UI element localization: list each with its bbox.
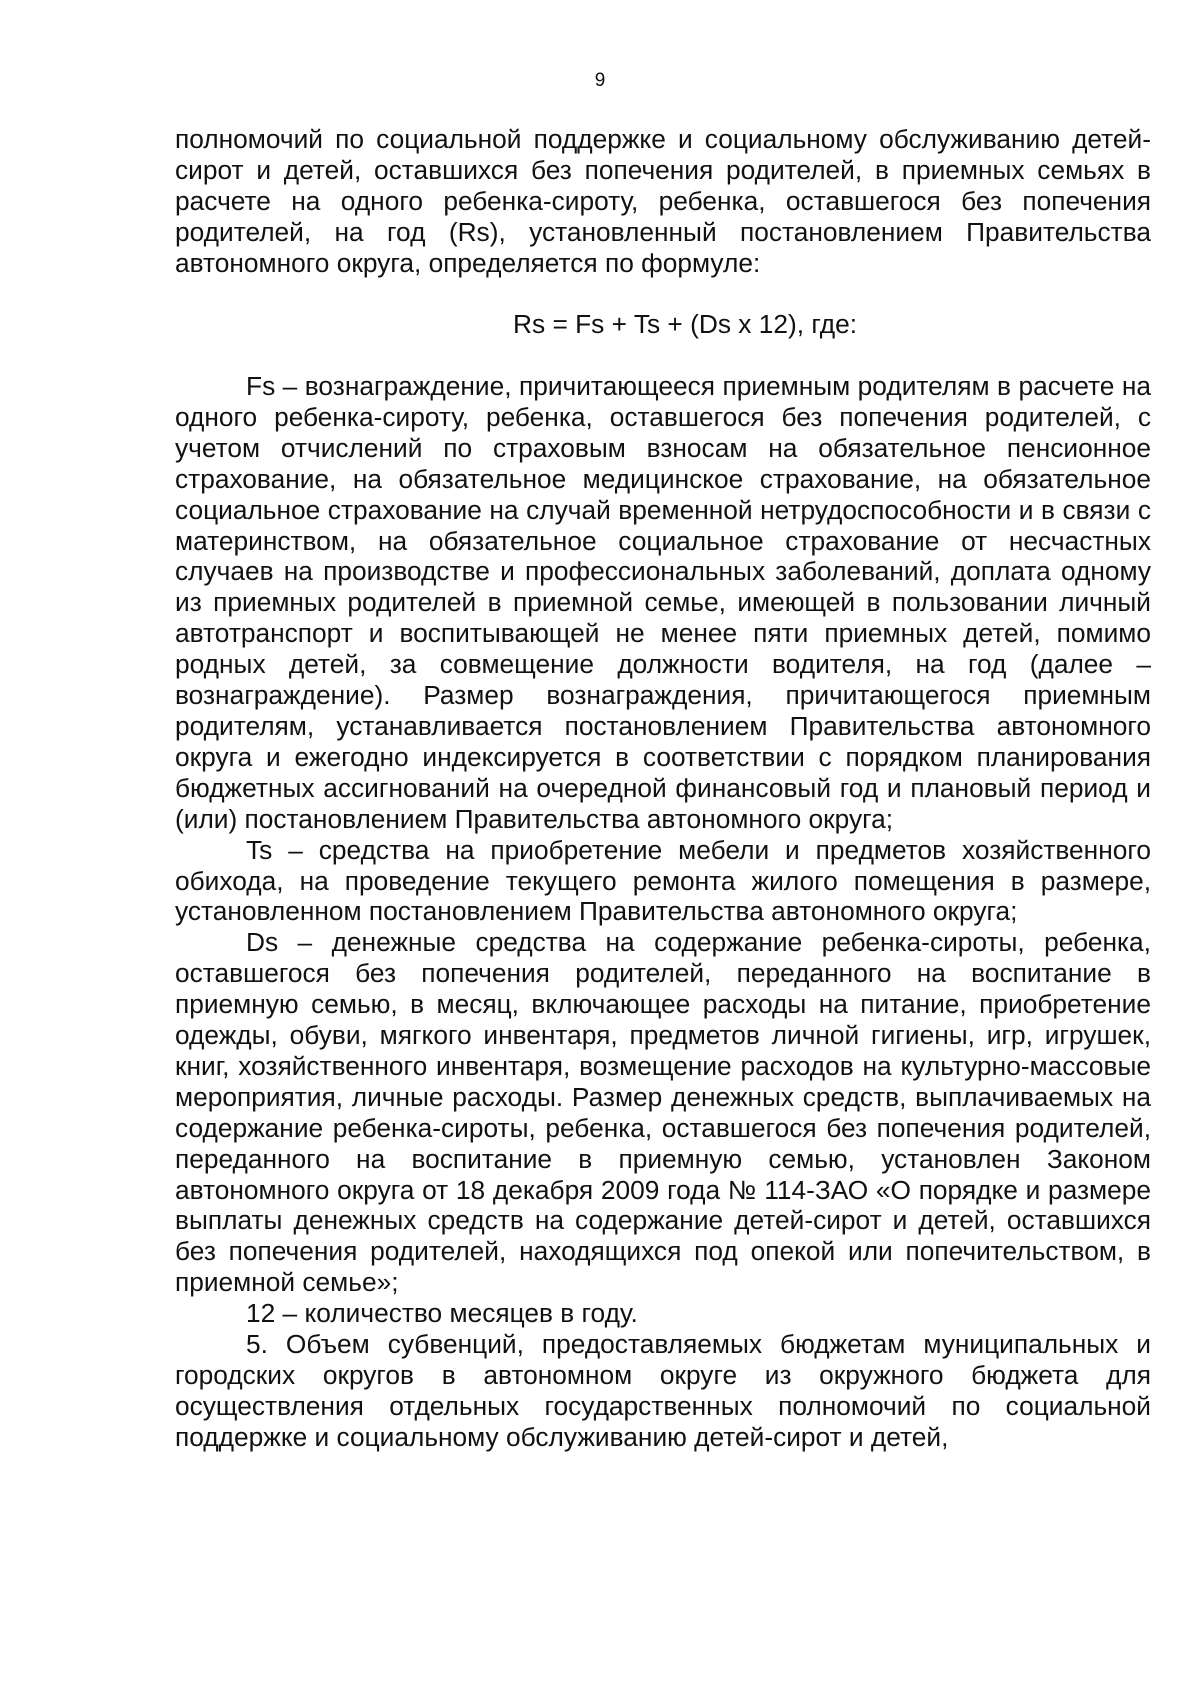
page-number: 9 <box>594 70 606 91</box>
intro-paragraph <box>175 124 1151 279</box>
definition-ds: Ds – денежные средства на содержание ребенка-сироты, ребенка, оставшегося без попечения родителей, переданного на воспитание в приемную семью, в месяц, включающее расходы на питание, приобретение одежды, обуви, мягкого инвентаря, предметов личной гигиены, игр, игрушек, книг, хозяйственного инвентаря, возмещение расходов на культурно-массовые мероприятия, личные расходы. Размер денежных средств, выплачиваемых на содержание ребенка-сироты, ребенка, оставшегося без попечения родителей, переданного на воспитание в приемную семью, установлен Законом автономного округа от 18 декабря 2009 года № 114-ЗАО «О порядке и размере выплаты денежных средств на содержание детей-сирот и детей, оставшихся без попечения родителей, находящихся под опекой или попечительством, в приемной семье»; <box>175 927 1151 1298</box>
definition-fs: Fs – вознаграждение, причитающееся приемным родителям в расчете на одного ребенка-сироту, ребенка, оставшегося без попечения родителей, с учетом отчислений по страховым взносам на обязательное пенсионное страхование, на обязательное медицинское страхование, на обязательное социальное страхование на случай временной нетрудоспособности и в связи с материнством, на обязательное социальное страхование от несчастных случаев на производстве и профессиональных заболеваний, доплата одному из приемных родителей в приемной семье, имеющей в пользовании личный автотранспорт и воспитывающей не менее пяти приемных детей, помимо родных детей, за совмещение должности водителя, на год (далее – вознаграждение). Размер вознаграждения, причитающегося приемным родителям, устанавливается постановлением Правительства автономного округа и ежегодно индексируется в соответствии с порядком планирования бюджетных ассигнований на очередной финансовый год и плановый период и (или) постановлением Правительства автономного округа; <box>175 371 1151 834</box>
formula: Rs = Fs + Ts + (Ds x 12), где: <box>513 309 858 339</box>
definition-12: 12 – количество месяцев в году. <box>246 1298 638 1329</box>
section-5-paragraph: 5. Объем субвенций, предоставляемых бюджетам муниципальных и городских округов в автономном округе из окружного бюджета для осуществления отдельных государственных полномочий по социальной поддержке и социальному обслуживанию детей-сирот и детей, <box>175 1329 1151 1452</box>
definition-ts: Ts – средства на приобретение мебели и предметов хозяйственного обихода, на проведение текущего ремонта жилого помещения в размере, установленном постановлением Правительства автономного округа; <box>175 834 1151 927</box>
intro-text: полномочий по социальной поддержке и социальному обслуживанию детей-сирот и детей, оставшихся без попечения родителей, в приемных семьях в расчете на одного ребенка-сироту, ребенка, оставшегося без попечения родителей, на год (Rs), установленный постановлением Правительства автономного округа, определяется по формуле: <box>175 124 1151 278</box>
definitions <box>175 371 1151 1453</box>
